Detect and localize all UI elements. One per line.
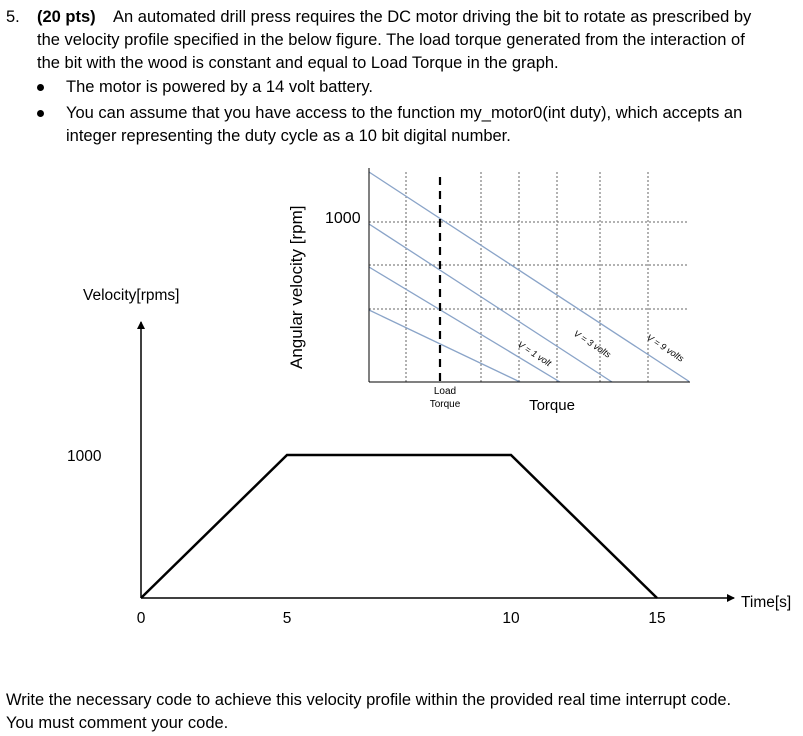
velocity-profile-line bbox=[141, 455, 657, 598]
load-torque-label-2: Torque bbox=[429, 399, 461, 410]
line-label-v1: V = 1 volt bbox=[515, 339, 554, 369]
velocity-xtick-0: 0 bbox=[136, 610, 146, 627]
question-intro-line2: the velocity profile specified in the below figure. The load torque generated from the interaction of bbox=[37, 31, 745, 49]
bullet-2-text: You can assume that you have access to the function my_motor0(int duty), which accepts an bbox=[66, 104, 743, 122]
line-label-v9: V = 9 volts bbox=[644, 332, 686, 364]
closing-line1: Write the necessary code to achieve this velocity profile within the provided real time interrupt code. bbox=[6, 691, 732, 709]
question-number: 5. bbox=[6, 8, 20, 26]
line-label-v3: V = 3 volts bbox=[571, 328, 613, 360]
question-intro-line3: the bit with the wood is constant and equal to Load Torque in the graph. bbox=[37, 54, 559, 72]
velocity-ylabel: Velocity[rpms] bbox=[83, 287, 180, 304]
load-torque-label-1: Load bbox=[433, 386, 457, 397]
question-intro-line1: An automated drill press requires the DC motor driving the bit to rotate as prescribed by bbox=[113, 8, 752, 26]
question-points: (20 pts) bbox=[37, 8, 96, 26]
velocity-xtick-10: 10 bbox=[502, 610, 520, 627]
torque-chart-xlabel: Torque bbox=[529, 397, 575, 414]
bullet-2-text-cont: integer representing the duty cycle as a 10 bit digital number. bbox=[66, 127, 511, 145]
velocity-xtick-5: 5 bbox=[282, 610, 292, 627]
closing-line2: You must comment your code. bbox=[6, 714, 229, 732]
torque-chart-ytick: 1000 bbox=[325, 210, 361, 227]
bullet-1-text: The motor is powered by a 14 volt battery. bbox=[66, 78, 373, 96]
velocity-ytick-1000: 1000 bbox=[67, 448, 102, 465]
torque-chart-ylabel: Angular velocity [rpm] bbox=[287, 205, 306, 369]
velocity-xlabel: Time[s] bbox=[741, 594, 792, 611]
velocity-xtick-15: 15 bbox=[648, 610, 666, 627]
